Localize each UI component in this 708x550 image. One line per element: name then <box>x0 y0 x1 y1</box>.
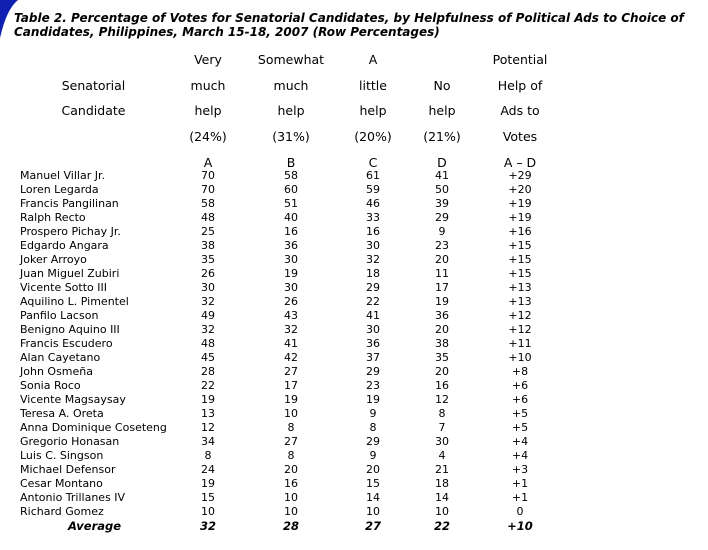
value-c: 32 <box>366 253 380 266</box>
value-c: 16 <box>366 225 380 238</box>
header-d-share: (21%) <box>423 129 461 144</box>
value-diff: +11 <box>508 337 532 350</box>
table-row <box>0 393 708 407</box>
header-c-letter: C <box>368 155 378 170</box>
value-b: 10 <box>284 505 298 518</box>
header-a-line1: Very <box>194 52 222 67</box>
candidate-name: Richard Gomez <box>20 505 104 518</box>
value-d: 20 <box>435 365 449 378</box>
table-row <box>0 407 708 421</box>
table-row <box>0 253 708 267</box>
value-a: 28 <box>201 365 215 378</box>
candidate-name: Antonio Trillanes IV <box>20 491 126 504</box>
candidate-name: Michael Defensor <box>20 463 116 476</box>
table-row <box>0 477 708 491</box>
value-diff: 0 <box>516 505 524 518</box>
candidate-name: Cesar Montano <box>20 477 103 490</box>
value-b: 17 <box>284 379 298 392</box>
value-c: 23 <box>366 379 380 392</box>
header-diff-line2: Help of <box>497 78 543 93</box>
value-a: 49 <box>201 309 215 322</box>
candidate-name: Luis C. Singson <box>20 449 104 462</box>
value-diff: +10 <box>508 351 532 364</box>
table-row <box>0 267 708 281</box>
candidate-name: Francis Escudero <box>20 337 113 350</box>
header-diff-line4: Votes <box>502 129 538 144</box>
table-row <box>0 197 708 211</box>
value-a: 13 <box>201 407 215 420</box>
header-c-line2: little <box>359 78 387 93</box>
table-row <box>0 323 708 337</box>
value-diff: +5 <box>511 407 529 420</box>
value-b: 60 <box>284 183 298 196</box>
value-c: 46 <box>366 197 380 210</box>
candidate-name: Panfilo Lacson <box>20 309 99 322</box>
header-d-letter: D <box>437 155 447 170</box>
value-d: 17 <box>435 281 449 294</box>
value-a: 19 <box>201 393 215 406</box>
candidate-name: Ralph Recto <box>20 211 86 224</box>
value-a: 19 <box>201 477 215 490</box>
value-b: 16 <box>284 477 298 490</box>
average-b: 28 <box>282 519 299 533</box>
average-diff: +10 <box>507 519 533 533</box>
value-b: 51 <box>284 197 298 210</box>
value-diff: +6 <box>511 393 529 406</box>
candidate-name: Prospero Pichay Jr. <box>20 225 121 238</box>
value-b: 20 <box>284 463 298 476</box>
value-d: 20 <box>435 323 449 336</box>
value-a: 38 <box>201 239 215 252</box>
value-a: 25 <box>201 225 215 238</box>
candidate-name: Aquilino L. Pimentel <box>20 295 129 308</box>
value-b: 19 <box>284 393 298 406</box>
candidate-name: Teresa A. Oreta <box>20 407 104 420</box>
value-b: 42 <box>284 351 298 364</box>
table-row <box>0 435 708 449</box>
header-b-line3: help <box>277 103 305 118</box>
value-d: 7 <box>438 421 446 434</box>
value-b: 40 <box>284 211 298 224</box>
value-a: 30 <box>201 281 215 294</box>
table-row <box>0 225 708 239</box>
value-d: 36 <box>435 309 449 322</box>
value-diff: +15 <box>508 267 532 280</box>
value-b: 16 <box>284 225 298 238</box>
value-d: 8 <box>438 407 446 420</box>
table-row <box>0 211 708 225</box>
value-d: 16 <box>435 379 449 392</box>
value-c: 41 <box>366 309 380 322</box>
candidate-name: Juan Miguel Zubiri <box>20 267 120 280</box>
header-diff-line1: Potential <box>492 52 548 67</box>
header-candidate-line1: Senatorial <box>61 78 126 93</box>
header-c-line1: A <box>368 52 378 67</box>
value-b: 10 <box>284 407 298 420</box>
value-diff: +20 <box>508 183 532 196</box>
value-c: 22 <box>366 295 380 308</box>
value-a: 35 <box>201 253 215 266</box>
value-a: 70 <box>201 183 215 196</box>
value-c: 33 <box>366 211 380 224</box>
value-c: 29 <box>366 365 380 378</box>
average-c: 27 <box>364 519 381 533</box>
value-d: 38 <box>435 337 449 350</box>
value-c: 29 <box>366 281 380 294</box>
value-c: 14 <box>366 491 380 504</box>
value-a: 24 <box>201 463 215 476</box>
value-diff: +13 <box>508 295 532 308</box>
value-d: 10 <box>435 505 449 518</box>
value-diff: +8 <box>511 365 529 378</box>
table-row <box>0 239 708 253</box>
header-candidate-line2: Candidate <box>61 103 126 118</box>
value-diff: +4 <box>511 435 529 448</box>
header-c-share: (20%) <box>354 129 392 144</box>
value-b: 30 <box>284 281 298 294</box>
table-row <box>0 169 708 183</box>
value-a: 32 <box>201 323 215 336</box>
candidate-name: Manuel Villar Jr. <box>20 169 105 182</box>
table-row <box>0 365 708 379</box>
table-row <box>0 281 708 295</box>
value-d: 9 <box>438 225 446 238</box>
value-a: 48 <box>201 211 215 224</box>
value-c: 9 <box>369 449 377 462</box>
value-c: 37 <box>366 351 380 364</box>
value-c: 15 <box>366 477 380 490</box>
value-diff: +19 <box>508 197 532 210</box>
table-row <box>0 491 708 505</box>
value-a: 48 <box>201 337 215 350</box>
value-a: 10 <box>201 505 215 518</box>
value-b: 19 <box>284 267 298 280</box>
value-d: 41 <box>435 169 449 182</box>
value-c: 18 <box>366 267 380 280</box>
value-a: 45 <box>201 351 215 364</box>
table-row <box>0 379 708 393</box>
value-c: 19 <box>366 393 380 406</box>
candidate-name: Edgardo Angara <box>20 239 109 252</box>
header-d-line1: No <box>433 78 451 93</box>
header-a-line3: help <box>194 103 222 118</box>
value-b: 58 <box>284 169 298 182</box>
candidate-name: Gregorio Honasan <box>20 435 120 448</box>
table-row <box>0 421 708 435</box>
value-d: 14 <box>435 491 449 504</box>
value-d: 23 <box>435 239 449 252</box>
value-c: 29 <box>366 435 380 448</box>
value-diff: +1 <box>511 491 529 504</box>
value-diff: +29 <box>508 169 532 182</box>
value-d: 20 <box>435 253 449 266</box>
value-diff: +3 <box>511 463 529 476</box>
value-b: 26 <box>284 295 298 308</box>
candidate-name: Anna Dominique Coseteng <box>20 421 167 434</box>
table-body <box>0 169 708 519</box>
value-b: 27 <box>284 365 298 378</box>
candidate-name: Benigno Aquino III <box>20 323 120 336</box>
value-d: 21 <box>435 463 449 476</box>
value-diff: +4 <box>511 449 529 462</box>
value-a: 70 <box>201 169 215 182</box>
value-diff: +12 <box>508 323 532 336</box>
value-c: 20 <box>366 463 380 476</box>
value-a: 26 <box>201 267 215 280</box>
candidate-name: Alan Cayetano <box>20 351 101 364</box>
average-label: Average <box>68 519 122 533</box>
candidate-name: Loren Legarda <box>20 183 99 196</box>
value-a: 15 <box>201 491 215 504</box>
value-a: 22 <box>201 379 215 392</box>
value-d: 12 <box>435 393 449 406</box>
header-a-share: (24%) <box>189 129 227 144</box>
candidate-name: Vicente Magsaysay <box>20 393 126 406</box>
value-b: 8 <box>287 421 295 434</box>
value-d: 18 <box>435 477 449 490</box>
value-b: 32 <box>284 323 298 336</box>
value-c: 61 <box>366 169 380 182</box>
value-diff: +12 <box>508 309 532 322</box>
value-a: 8 <box>204 449 212 462</box>
candidate-name: Francis Pangilinan <box>20 197 119 210</box>
table-row <box>0 309 708 323</box>
value-c: 59 <box>366 183 380 196</box>
value-b: 10 <box>284 491 298 504</box>
candidate-name: John Osmeña <box>20 365 93 378</box>
value-b: 43 <box>284 309 298 322</box>
value-diff: +13 <box>508 281 532 294</box>
header-d-line2: help <box>428 103 456 118</box>
value-c: 10 <box>366 505 380 518</box>
value-d: 39 <box>435 197 449 210</box>
value-b: 36 <box>284 239 298 252</box>
value-c: 30 <box>366 323 380 336</box>
value-diff: +6 <box>511 379 529 392</box>
average-row <box>0 519 708 533</box>
header-diff-letter: A – D <box>503 155 537 170</box>
value-a: 32 <box>201 295 215 308</box>
header-b-line1: Somewhat <box>257 52 325 67</box>
value-c: 8 <box>369 421 377 434</box>
value-d: 50 <box>435 183 449 196</box>
value-diff: +5 <box>511 421 529 434</box>
average-a: 32 <box>199 519 216 533</box>
table-row <box>0 463 708 477</box>
table-row <box>0 183 708 197</box>
header-b-share: (31%) <box>272 129 310 144</box>
table-row <box>0 337 708 351</box>
value-d: 4 <box>438 449 446 462</box>
value-diff: +16 <box>508 225 532 238</box>
header-c-line3: help <box>359 103 387 118</box>
value-b: 41 <box>284 337 298 350</box>
average-d: 22 <box>433 519 450 533</box>
value-c: 36 <box>366 337 380 350</box>
table-row <box>0 351 708 365</box>
value-d: 29 <box>435 211 449 224</box>
table-title: Table 2. Percentage of Votes for Senatorial Candidates, by Helpfulness of Political Ads to Choice of Candidates, Philippines, March 15-18, 2007 (Row Percentages) <box>14 11 684 39</box>
value-d: 35 <box>435 351 449 364</box>
value-d: 19 <box>435 295 449 308</box>
header-a-letter: A <box>203 155 213 170</box>
header-b-line2: much <box>273 78 309 93</box>
table-row <box>0 505 708 519</box>
value-diff: +15 <box>508 253 532 266</box>
value-a: 12 <box>201 421 215 434</box>
table-row <box>0 295 708 309</box>
value-c: 9 <box>369 407 377 420</box>
value-c: 30 <box>366 239 380 252</box>
value-diff: +1 <box>511 477 529 490</box>
value-b: 8 <box>287 449 295 462</box>
value-d: 30 <box>435 435 449 448</box>
value-d: 11 <box>435 267 449 280</box>
candidate-name: Sonia Roco <box>20 379 81 392</box>
table-row <box>0 449 708 463</box>
value-b: 27 <box>284 435 298 448</box>
header-b-letter: B <box>286 155 296 170</box>
header-diff-line3: Ads to <box>500 103 540 118</box>
candidate-name: Vicente Sotto III <box>20 281 108 294</box>
candidate-name: Joker Arroyo <box>20 253 87 266</box>
header-a-line2: much <box>190 78 226 93</box>
value-a: 34 <box>201 435 215 448</box>
value-diff: +19 <box>508 211 532 224</box>
value-a: 58 <box>201 197 215 210</box>
value-b: 30 <box>284 253 298 266</box>
value-diff: +15 <box>508 239 532 252</box>
